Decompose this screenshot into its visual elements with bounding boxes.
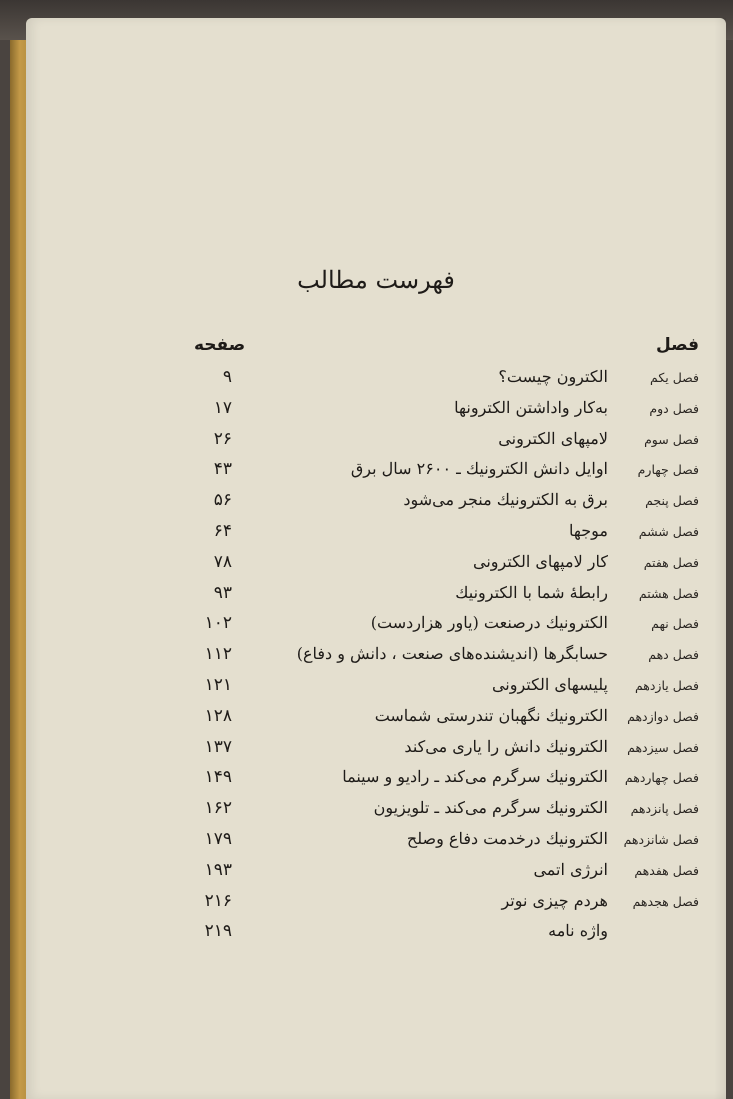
toc-chapter-number: فصل دهم xyxy=(648,647,699,663)
toc-entry xyxy=(26,610,726,641)
toc-chapter-number: فصل یکم xyxy=(650,370,699,385)
toc-page-number: ۱۲۱ xyxy=(204,674,232,695)
toc-chapter-number: فصل نهم xyxy=(651,616,699,632)
toc-chapter-title: الکترونیك دانش را یاری می‌کند xyxy=(404,736,608,756)
toc-chapter-title: الکترونیك درصنعت (یاور هزاردست) xyxy=(370,613,608,633)
toc-page-number: ۱۷۹ xyxy=(204,828,232,849)
toc-chapter-title: انرژی اتمی xyxy=(533,859,608,879)
toc-entry xyxy=(26,734,726,765)
toc-page-number: ۱۴۹ xyxy=(204,767,232,788)
page-column-header: صفحه xyxy=(194,335,246,355)
toc-chapter-number: فصل دوم xyxy=(649,400,699,416)
toc-chapter-title: الکترونیك نگهبان تندرستی شماست xyxy=(374,705,608,725)
toc-page-number: ۱۶۲ xyxy=(204,798,232,819)
toc-page-number: ۹ xyxy=(222,367,232,387)
toc-page-number: ۴۳ xyxy=(213,459,232,480)
toc-page-number: ۲۱۶ xyxy=(204,890,232,911)
toc-chapter-number: فصل هفتم xyxy=(643,554,699,570)
toc-chapter-number: فصل پانزدهم xyxy=(630,801,699,817)
table-of-contents xyxy=(26,364,726,949)
book-page xyxy=(26,18,726,1099)
toc-entry xyxy=(26,518,726,549)
toc-chapter-number: فصل چهارم xyxy=(637,462,699,478)
toc-page-number: ۱۹۳ xyxy=(204,859,232,880)
toc-chapter-title: پلیسهای الکترونی xyxy=(491,674,608,694)
toc-chapter-number: فصل ششم xyxy=(638,523,699,539)
toc-entry xyxy=(26,364,726,395)
toc-chapter-number: فصل هشتم xyxy=(638,585,699,601)
toc-page-number: ۱۷ xyxy=(213,397,232,418)
page-title: فهرست مطالب xyxy=(297,266,455,294)
toc-chapter-number: فصل یازدهم xyxy=(634,677,699,693)
toc-entry xyxy=(26,395,726,426)
toc-page-number: ۲۶ xyxy=(213,428,232,449)
toc-chapter-number: فصل هجدهم xyxy=(632,893,699,909)
toc-entry xyxy=(26,456,726,487)
toc-page-number: ۵۶ xyxy=(213,490,232,511)
toc-entry xyxy=(26,487,726,518)
toc-entry xyxy=(26,426,726,457)
toc-entry xyxy=(26,580,726,611)
toc-entry xyxy=(26,764,726,795)
toc-entry xyxy=(26,672,726,703)
toc-page-number: ۱۱۲ xyxy=(204,644,232,665)
toc-entry xyxy=(26,795,726,826)
toc-chapter-number: فصل هفدهم xyxy=(634,862,699,878)
toc-chapter-title: کار لامپهای الکترونی xyxy=(472,551,608,571)
toc-chapter-title: اوایل دانش الکترونیك ـ ۲۶۰۰ سال برق xyxy=(350,459,608,479)
toc-chapter-title: حسابگرها (اندیشنده‌های صنعت ، دانش و دفاع) xyxy=(296,644,608,664)
toc-page-number: ۹۳ xyxy=(213,582,232,603)
toc-chapter-title: الکترونیك سرگرم می‌کند ـ تلویزیون xyxy=(373,798,608,818)
toc-entry xyxy=(26,549,726,580)
toc-entry xyxy=(26,703,726,734)
toc-chapter-title: واژه نامه xyxy=(548,921,608,941)
toc-page-number: ۱۰۲ xyxy=(204,613,232,634)
toc-page-number: ۱۲۸ xyxy=(204,705,232,726)
toc-chapter-title: الکترون چیست؟ xyxy=(498,367,608,386)
toc-chapter-title: هردم چیزی نوتر xyxy=(501,890,608,910)
toc-chapter-number: فصل شانزدهم xyxy=(623,831,699,847)
toc-chapter-title: الکترونیك درخدمت دفاع وصلح xyxy=(406,828,608,848)
toc-chapter-number: فصل سیزدهم xyxy=(627,739,699,755)
toc-entry xyxy=(26,888,726,919)
toc-chapter-title: رابطهٔ شما با الکترونیك xyxy=(455,582,608,602)
toc-entry xyxy=(26,857,726,888)
toc-chapter-title: موجها xyxy=(569,520,608,540)
toc-chapter-title: الکترونیك سرگرم می‌کند ـ رادیو و سینما xyxy=(342,767,608,787)
toc-chapter-number: فصل دوازدهم xyxy=(627,708,699,724)
chapter-column-header: فصل xyxy=(655,335,699,355)
toc-page-number: ۷۸ xyxy=(213,551,232,572)
toc-page-number: ۲۱۹ xyxy=(204,921,232,942)
toc-chapter-title: به‌کار واداشتن الکترونها xyxy=(454,397,608,417)
toc-chapter-title: برق به الکترونیك منجر می‌شود xyxy=(403,490,608,510)
toc-chapter-number: فصل سوم xyxy=(644,431,699,447)
toc-entry xyxy=(26,641,726,672)
toc-chapter-number: فصل چهاردهم xyxy=(624,770,699,786)
toc-page-number: ۶۴ xyxy=(213,520,232,541)
toc-chapter-number: فصل پنجم xyxy=(645,493,699,509)
toc-page-number: ۱۳۷ xyxy=(204,736,232,757)
toc-entry xyxy=(26,918,726,949)
toc-chapter-title: لامپهای الکترونی xyxy=(498,428,608,448)
toc-entry xyxy=(26,826,726,857)
